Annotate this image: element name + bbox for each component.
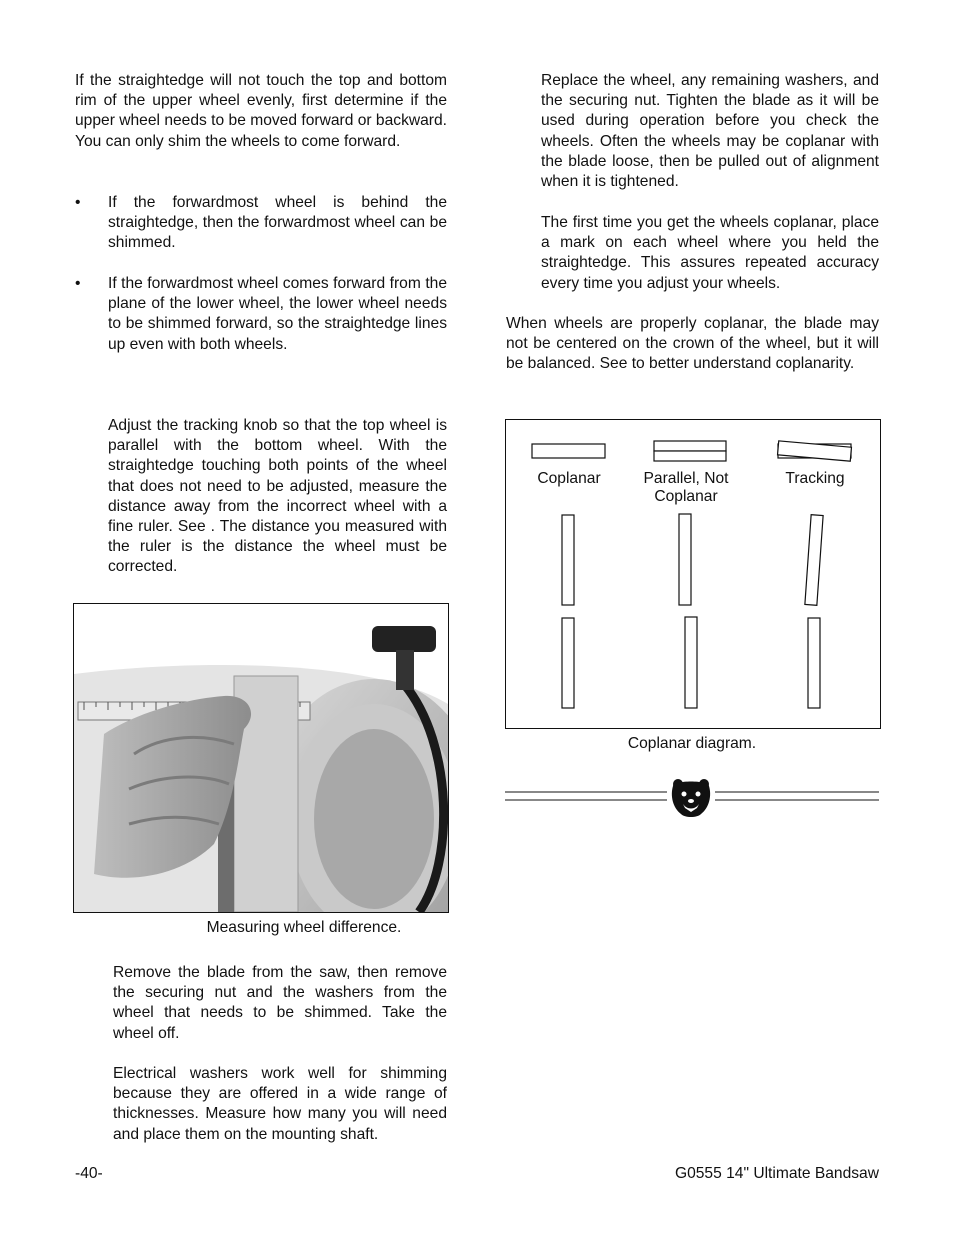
- label-parallel-line1: Parallel, Not: [643, 470, 729, 487]
- step-remove-paragraph: Remove the blade from the saw, then remove the securing nut and the washers from the wheel that needs to be shimmed. Take the wheel off.: [113, 964, 447, 1042]
- tracking-lower-wheel: [808, 618, 820, 708]
- tracking-upper-wheel: [805, 515, 823, 606]
- section-divider: [505, 778, 879, 820]
- coplanar-top-view: [532, 444, 605, 458]
- step-washers-paragraph: Electrical washers work well for shimming because they are offered in a wide range of thicknesses. Measure how many you will need and place them on the mounting shaft.: [113, 1065, 447, 1143]
- parallel-lower-wheel: [685, 617, 697, 708]
- parallel-top-view-b: [654, 451, 726, 461]
- bullet-marker: •: [75, 275, 81, 292]
- note-paragraph: When wheels are properly coplanar, the blade may not be centered on the crown of the wheel, but it will be balanced. See to better understand coplanarity.: [506, 315, 879, 373]
- bear-logo-icon: [672, 779, 710, 817]
- diagram-caption: Coplanar diagram.: [627, 735, 757, 752]
- measuring-photo-illustration: [74, 604, 448, 912]
- step-replace-paragraph: Replace the wheel, any remaining washers, and the securing nut. Tighten the blade as it will be used during operation before you check the wheels. Often the wheels may be coplanar with the blade loose, then be pulled out of alignment when it is tightened.: [541, 72, 879, 191]
- parallel-upper-wheel: [679, 514, 691, 605]
- photo-caption: Measuring wheel difference.: [206, 919, 402, 936]
- coplanar-diagram-shapes: [506, 420, 880, 728]
- coplanar-lower-wheel: [562, 618, 574, 708]
- step-adjust-paragraph: Adjust the tracking knob so that the top wheel is parallel with the bottom wheel. With the straightedge touching both points of the wheel that does not need to be adjusted, measure the distance away from the incorrect wheel with a fine ruler. See . The distance you measured with the ruler is the distance the wheel must be corrected.: [108, 417, 447, 576]
- coplanar-upper-wheel: [562, 515, 574, 605]
- bullet-item: If the forwardmost wheel is behind the straightedge, then the forwardmost wheel can be shimmed.: [108, 194, 447, 252]
- label-coplanar: Coplanar: [537, 470, 601, 487]
- intro-paragraph: If the straightedge will not touch the top and bottom rim of the upper wheel evenly, first determine if the upper wheel needs to be moved forward or backward. You can only shim the wheels to come forward.: [75, 72, 447, 150]
- page-number: -40-: [75, 1165, 103, 1182]
- step-mark-paragraph: The first time you get the wheels coplanar, place a mark on each wheel where you held the straightedge. This assures repeated accuracy every time you adjust your wheels.: [541, 214, 879, 292]
- measuring-photo: [73, 603, 449, 913]
- bullet-item: If the forwardmost wheel comes forward from the plane of the lower wheel, the lower wheel needs to be shimmed forward, so the straightedge lines up even with both wheels.: [108, 275, 447, 353]
- label-parallel-line2: Coplanar: [654, 488, 718, 505]
- label-tracking: Tracking: [785, 470, 845, 487]
- coplanar-diagram: [505, 419, 881, 729]
- footer-title: G0555 14" Ultimate Bandsaw: [674, 1165, 879, 1182]
- bullet-marker: •: [75, 194, 81, 211]
- parallel-top-view-a: [654, 441, 726, 451]
